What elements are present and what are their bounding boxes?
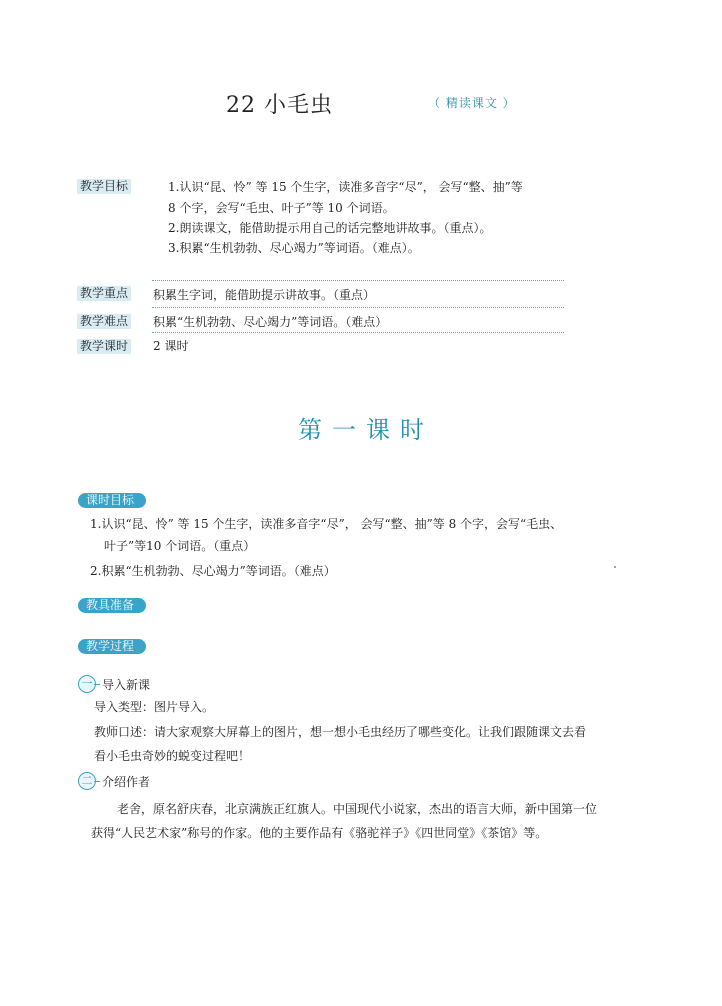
goal-line-4: 3.积累“生机勃勃、尽心竭力”等词语。（难点）。: [168, 241, 420, 255]
lesson-goal-line-2: 叶子”等10 个词语。（重点）: [104, 539, 256, 553]
prep-pill: 教具准备: [78, 598, 146, 613]
lesson-goal-line-1: 1.认识“昆、怜” 等 15 个生字，读准多音字“尽”， 会写“整、抽”等 8 个字，会写“毛虫、: [90, 517, 563, 531]
step-1-type: 导入类型：图片导入。: [94, 700, 215, 714]
step-number-badge: 一: [78, 675, 96, 693]
step-1-title: 导入新课: [102, 678, 151, 692]
goals-pill: 课时目标: [78, 493, 146, 508]
goal-line-1: 1.认识“昆、怜” 等 15 个生字，读准多音字“尽”， 会写“整、抽”等: [168, 180, 523, 194]
step-2-line-1: 老舍，原名舒庆春，北京满族正红旗人。中国现代小说家，杰出的语言大师，新中国第一位: [117, 802, 598, 816]
difficulty-label: 教学难点: [77, 314, 131, 329]
step-1-teacher-line-1: 教师口述：请大家观察大屏幕上的图片，想一想小毛虫经历了哪些变化。让我们跟随课文去看: [94, 725, 587, 739]
key-text: 积累生字词，能借助提示讲故事。（重点）: [153, 288, 376, 302]
step-number-badge: 二: [78, 772, 96, 790]
step-2-line-2: 获得“人民艺术家”称号的作家。他的主要作品有《骆驼祥子》《四世同堂》《茶馆》等。: [91, 826, 548, 840]
badge-connector: [94, 684, 100, 685]
divider: [152, 280, 564, 281]
badge-connector: [94, 781, 100, 782]
section-heading: 第一课时: [298, 416, 434, 444]
divider: [152, 307, 564, 308]
goal-line-2: 8 个字，会写“毛虫、叶子”等 10 个词语。: [168, 201, 395, 215]
key-label: 教学重点: [77, 286, 131, 301]
lesson-goal-line-3: 2.积累“生机勃勃、尽心竭力”等词语。（难点）: [90, 564, 336, 578]
page-title: 22 小毛虫: [226, 93, 333, 118]
goal-line-3: 2.朗读课文，能借助提示用自己的话完整地讲故事。（重点）。: [168, 221, 492, 235]
hours-text: 2 课时: [153, 339, 189, 353]
hours-label: 教学课时: [77, 339, 131, 354]
lesson-type: （ 精读课文 ）: [428, 96, 516, 110]
difficulty-text: 积累“生机勃勃、尽心竭力”等词语。（难点）: [153, 315, 388, 329]
goals-label: 教学目标: [77, 179, 131, 194]
step-1-teacher-line-2: 看小毛虫奇妙的蜕变过程吧！: [94, 749, 251, 763]
step-2-title: 介绍作者: [102, 775, 151, 789]
process-pill: 教学过程: [78, 639, 146, 654]
divider: [152, 332, 564, 333]
stray-dot: [614, 566, 616, 568]
